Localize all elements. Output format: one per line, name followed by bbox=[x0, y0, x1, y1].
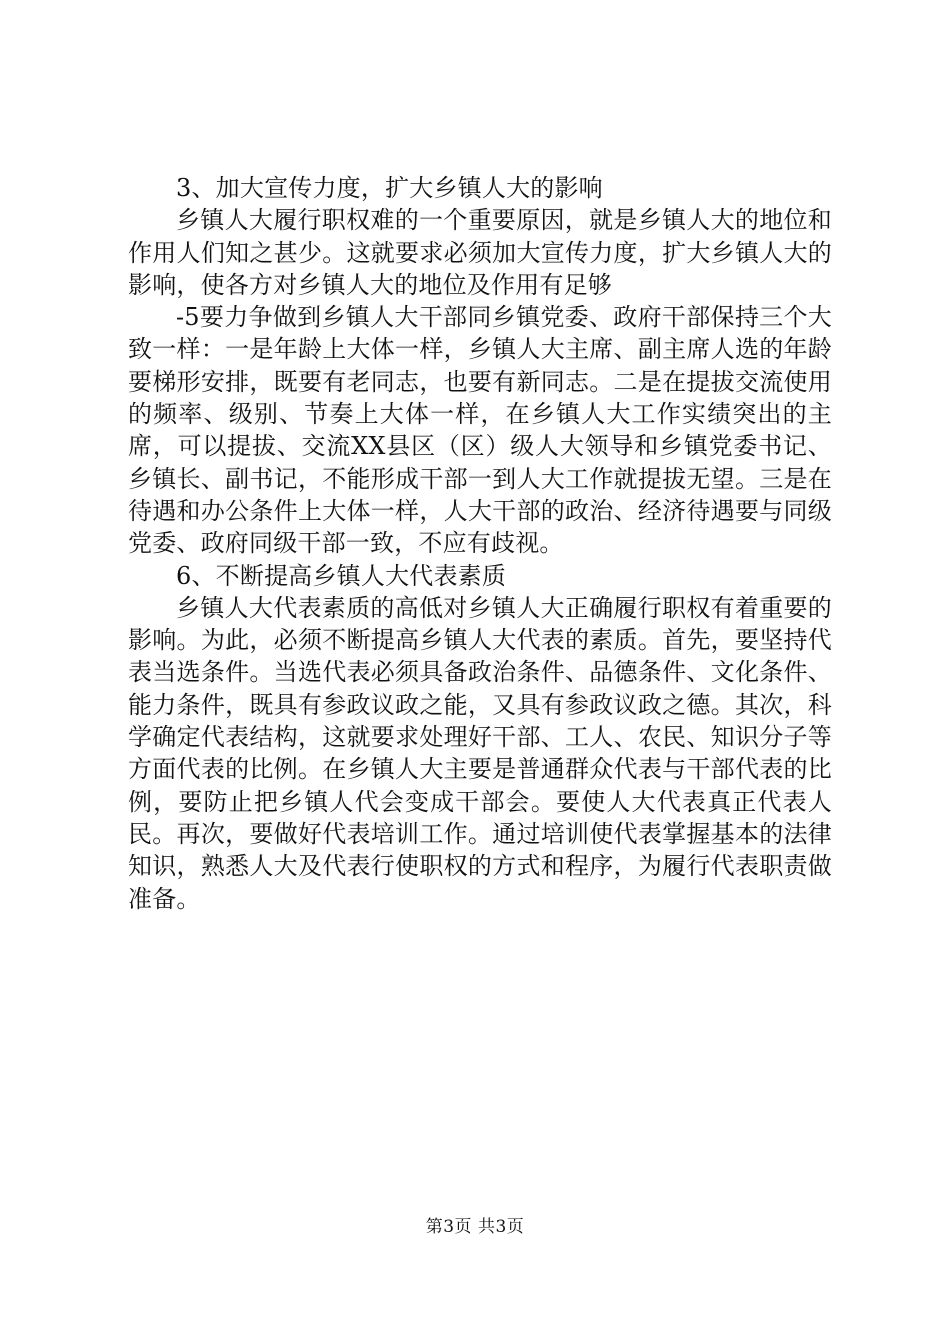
page-number-footer: 第3页 共3页 bbox=[425, 1217, 525, 1237]
document-body bbox=[128, 172, 832, 915]
section-heading-6: 6、不断提高乡镇人大代表素质 bbox=[176, 561, 507, 590]
paragraph-publicity: 乡镇人大履行职权难的一个重要原因，就是乡镇人大的地位和作用人们知之甚少。这就要求必须加大宣传力度，扩大乡镇人大的影响，使各方对乡镇人大的地位及作用有足够 bbox=[128, 206, 832, 299]
section-heading-3: 3、加大宣传力度，扩大乡镇人大的影响 bbox=[176, 174, 603, 202]
paragraph-cadre-parity: -5要力争做到乡镇人大干部同乡镇党委、政府干部保持三个大致一样：一是年龄上大体一样，乡镇人大主席、副主席人选的年龄要梯形安排，既要有老同志，也要有新同志。二是在提拔交流使用的频率、级别、节奏上大体一样，在乡镇人大工作实绩突出的主席，可以提拔、交流XX县区（区）级人大领导和乡镇党委书记、乡镇长、副书记，不能形成干部一到人大工作就提拔无望。三是在待遇和办公条件上大体一样，人大干部的政治、经济待遇要与同级党委、政府同级干部一致，不应有歧视。 bbox=[128, 303, 832, 558]
paragraph-deputy-quality: 乡镇人大代表素质的高低对乡镇人大正确履行职权有着重要的影响。为此，必须不断提高乡镇人大代表的素质。首先，要坚持代表当选条件。当选代表必须具备政治条件、品德条件、文化条件、能力条件，既具有参政议政之能，又具有参政议政之德。其次，科学确定代表结构，这就要求处理好干部、工人、农民、知识分子等方面代表的比例。在乡镇人大主要是普通群众代表与干部代表的比例，要防止把乡镇人代会变成干部会。要使人大代表真正代表人民。再次，要做好代表培训工作。通过培训使代表掌握基本的法律知识，熟悉人大及代表行使职权的方式和程序，为履行代表职责做准备。 bbox=[128, 593, 832, 913]
